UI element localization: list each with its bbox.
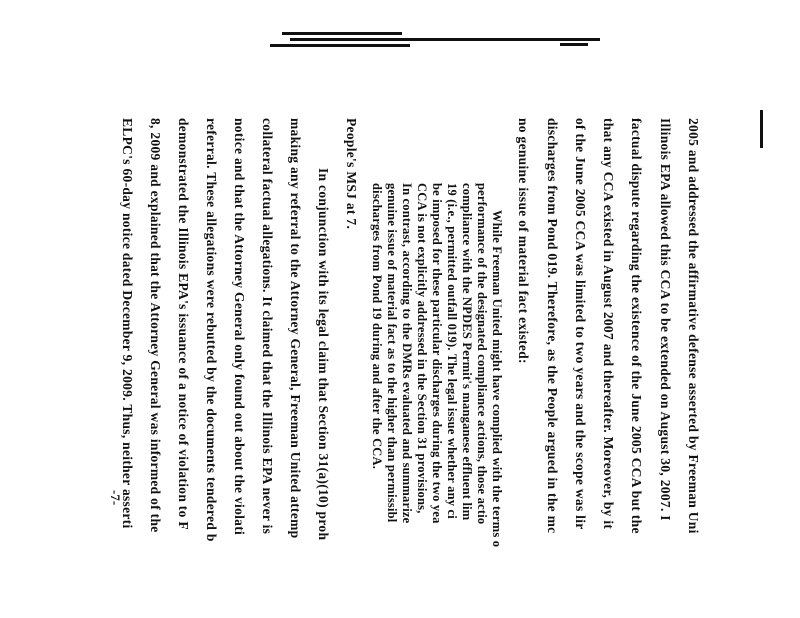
paragraph-line: referral. These allegations were rebutted by the documents tendered b — [204, 118, 219, 542]
paragraph-line: demonstrated the Illinois EPA's issuance of a notice of violation to F — [176, 118, 191, 530]
quote-line: be imposed for these particular discharges during the two yea — [430, 183, 444, 524]
quote-line: CCA is not explicitly addressed in the Section 31 provisions, — [415, 183, 429, 514]
body-line: no genuine issue of material fact existed: — [516, 118, 531, 364]
citation: People's MSJ at 7. — [344, 118, 359, 230]
redaction-mark — [282, 32, 402, 35]
paragraph-line: collateral factual allegations. It claimed that the Illinois EPA never is — [260, 118, 275, 535]
page-number: -7- — [108, 490, 123, 506]
redaction-mark — [560, 43, 588, 46]
rotated-page-content — [101, 118, 701, 618]
quote-line: discharges from Pond 19 during and after the CCA. — [370, 183, 384, 470]
quote-line: compliance with the NPDES Permit's manganese effluent lim — [460, 183, 474, 521]
paragraph-line: making any referral to the Attorney General, Freeman United attemp — [288, 118, 303, 539]
body-line: of the June 2005 CCA was limited to two years and the scope was lir — [573, 118, 588, 530]
body-line: discharges from Pond 019. Therefore, as the People argued in the mc — [545, 118, 560, 534]
redaction-mark — [290, 38, 600, 41]
paragraph-line: 8, 2009 and explained that the Attorney General was informed of the — [148, 118, 163, 533]
quote-line: In contrast, according to the DMRs evaluated and summarize — [400, 183, 414, 524]
paragraph-line: In conjunction with its legal claim that Section 31(a)(10) proh — [316, 168, 331, 541]
paragraph-line: notice and that the Attorney General only found out about the violati — [232, 118, 247, 536]
quote-line: performance of the designated compliance actions, those actio — [475, 183, 489, 525]
margin-mark — [760, 110, 763, 148]
quote-line: 19 (i.e., permitted outfall 019). The legal issue whether any ci — [445, 183, 459, 519]
quote-line: genuine issue of material fact as to the higher than permissibl — [385, 183, 399, 523]
body-line: 2005 and addressed the affirmative defense asserted by Freeman Uni — [686, 118, 701, 534]
body-line: factual dispute regarding the existence of the June 2005 CCA but the — [629, 118, 644, 534]
body-line: Illinois EPA allowed this CCA to be extended on August 30, 2007. I — [658, 118, 673, 521]
paragraph-line: ELPC's 60-day notice dated December 9, 2009. Thus, neither asserti — [120, 118, 135, 529]
redaction-mark — [270, 44, 410, 47]
body-line: that any CCA existed in August 2007 and thereafter. Moreover, by it — [601, 118, 616, 530]
quote-line: While Freeman United might have complied with the terms o — [490, 210, 504, 548]
